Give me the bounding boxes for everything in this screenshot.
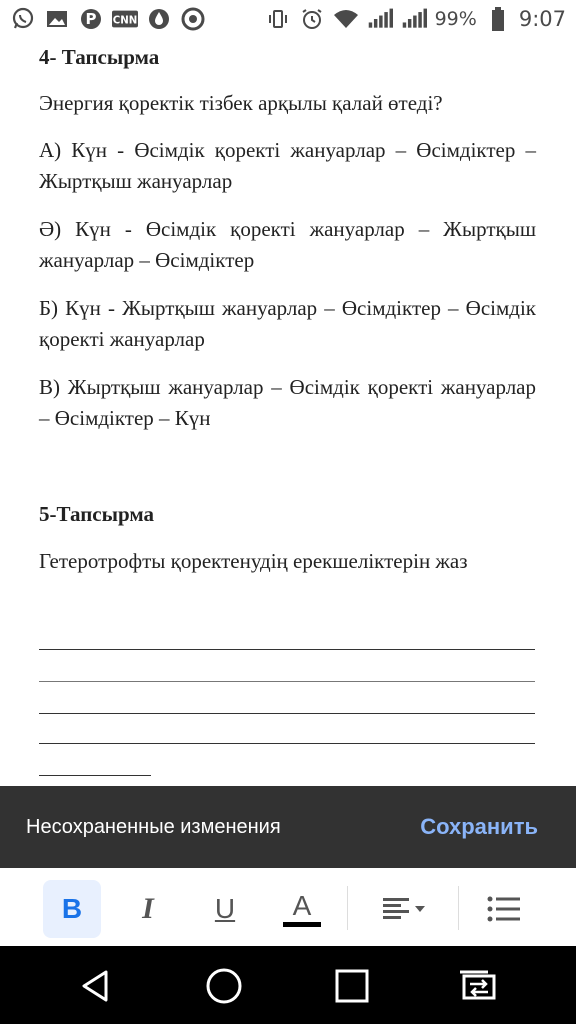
signal-icon <box>367 6 393 32</box>
text-color-icon: A <box>292 889 312 921</box>
format-toolbar <box>0 868 576 946</box>
chrome-icon <box>180 6 206 32</box>
answer-line[interactable] <box>39 743 535 744</box>
task4-option-ae[interactable]: Ә) Күн - Өсімдік қоректі жануарлар – Жыртқыш жануарлар – Өсімдіктер <box>39 217 536 272</box>
battery-icon <box>485 6 511 32</box>
align-dropdown-button[interactable] <box>370 880 436 938</box>
pinterest-icon <box>78 6 104 32</box>
text-color-swatch <box>283 922 321 927</box>
save-button[interactable]: Сохранить <box>420 814 538 839</box>
toolbar-divider <box>458 886 459 930</box>
snackbar-message: Несохраненные изменения <box>26 815 281 838</box>
task5-heading[interactable]: 5-Тапсырма <box>39 502 155 526</box>
back-button[interactable] <box>72 962 120 1010</box>
switch-apps-icon <box>456 968 500 1004</box>
underline-icon: U <box>214 893 236 924</box>
vibrate-icon <box>265 6 291 32</box>
underline-button[interactable] <box>196 880 254 938</box>
toolbar-divider <box>347 886 348 930</box>
task4-heading[interactable]: 4- Тапсырма <box>39 45 160 69</box>
task4-question[interactable]: Энергия қоректік тізбек арқылы қалай өтеді? <box>39 91 443 115</box>
system-status <box>265 6 576 32</box>
bold-icon: B <box>61 893 83 924</box>
recents-button[interactable] <box>328 962 376 1010</box>
droplet-icon <box>146 6 172 32</box>
text-color-button[interactable] <box>273 880 331 938</box>
answer-line[interactable] <box>39 649 535 650</box>
bulleted-list-icon <box>487 895 521 923</box>
back-triangle-icon <box>78 968 114 1004</box>
svg-text:P: P <box>85 10 97 28</box>
task4-option-a[interactable]: А) Күн - Өсімдік қоректі жануарлар – Өсімдіктер – Жыртқыш жануарлар <box>39 138 536 193</box>
wifi-icon <box>333 6 359 32</box>
whatsapp-icon <box>10 6 36 32</box>
switch-apps-button[interactable] <box>454 962 502 1010</box>
clock: 9:07 <box>518 7 566 31</box>
cnn-icon <box>112 6 138 32</box>
navigation-bar <box>0 946 576 1024</box>
bold-button[interactable] <box>43 880 101 938</box>
notification-icons <box>0 6 206 32</box>
svg-text:CNN: CNN <box>112 15 138 27</box>
align-left-icon <box>375 894 431 924</box>
alarm-icon <box>299 6 325 32</box>
answer-line[interactable] <box>39 775 151 776</box>
home-circle-icon <box>204 966 244 1006</box>
home-button[interactable] <box>200 962 248 1010</box>
italic-icon: I <box>142 892 154 925</box>
gallery-icon <box>44 6 70 32</box>
answer-line[interactable] <box>39 681 535 682</box>
battery-percent: 99% <box>434 8 477 30</box>
bulleted-list-button[interactable] <box>475 880 533 938</box>
task5-question[interactable]: Гетеротрофты қоректенудің ерекшеліктерін жаз <box>39 549 468 573</box>
task4-option-b[interactable]: Б) Күн - Жыртқыш жануарлар – Өсімдіктер – Өсімдік қоректі жануарлар <box>39 296 536 351</box>
answer-line[interactable] <box>39 713 535 714</box>
signal-icon-2 <box>401 6 427 32</box>
italic-button[interactable] <box>119 880 177 938</box>
recents-square-icon <box>334 968 370 1004</box>
status-bar <box>0 0 576 38</box>
unsaved-changes-snackbar <box>0 786 576 868</box>
document-page[interactable] <box>0 38 576 786</box>
task4-option-v[interactable]: В) Жыртқыш жануарлар – Өсімдік қоректі жануарлар – Өсімдіктер – Күн <box>39 375 536 430</box>
